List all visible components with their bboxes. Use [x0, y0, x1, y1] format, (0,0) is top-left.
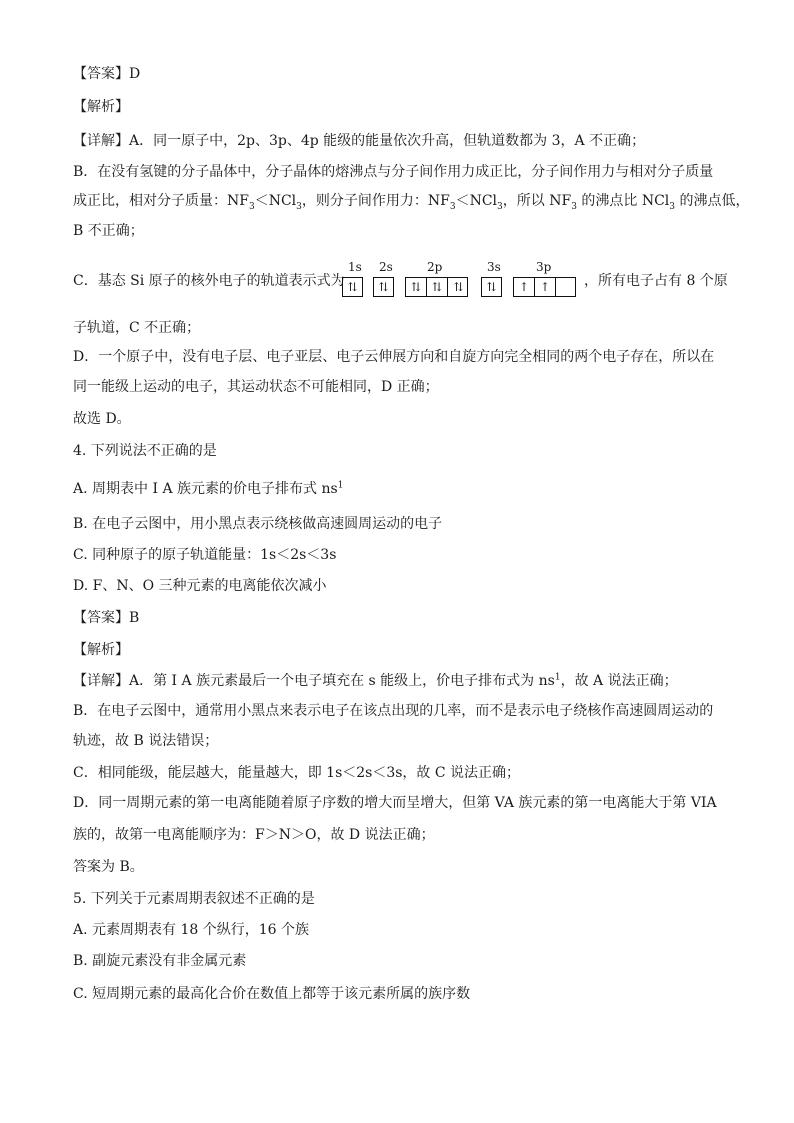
option-a — [73, 479, 723, 499]
explanation-line — [73, 671, 723, 691]
text-segment: 成正比，相对分子质量：NF — [73, 193, 249, 209]
option-d: D. F、N、O 三种元素的电离能依次减小 — [73, 578, 327, 594]
option-c: C. 同种原子的原子轨道能量：1s＜2s＜3s — [73, 547, 337, 563]
orbital-box: ↑ — [535, 278, 556, 296]
explanation-line: C．相同能级，能层越大，能量越大，即 1s＜2s＜3s，故 C 说法正确； — [73, 765, 521, 781]
option-b: B. 在电子云图中，用小黑点表示绕核做高速圆周运动的电子 — [73, 516, 443, 532]
orbital-box: ⇅ — [427, 278, 448, 296]
explanation-line: 同一能级上运动的电子，其运动状态不可能相同，D 正确； — [73, 379, 439, 395]
analysis-label: 【解析】 — [73, 99, 129, 115]
explanation-line: 轨迹，故 B 说法错误； — [73, 733, 219, 749]
option-b: B. 副旋元素没有非金属元素 — [73, 953, 247, 969]
explanation-line: B 不正确； — [73, 223, 144, 239]
orbital-box — [556, 278, 577, 296]
text-segment: 的沸点比 NCl — [576, 193, 670, 209]
answer-label: 【答案】D — [73, 66, 141, 82]
explanation-line: B．在电子云图中，通常用小黑点来表示电子在该点出现的几率，而不是表示电子绕核作高速圆周运动的 — [73, 703, 714, 719]
question-5-title: 5. 下列关于元素周期表叙述不正确的是 — [73, 891, 315, 907]
text-segment: 的沸点低， — [675, 193, 750, 209]
superscript: 1 — [337, 480, 344, 491]
text-segment: ，则分子间作用力：NF — [301, 193, 450, 209]
subscript: 3 — [497, 201, 503, 212]
superscript: 1 — [554, 672, 561, 683]
text-segment: ，所以 NF — [502, 193, 572, 209]
orbital-label-1s: 1s — [348, 260, 362, 274]
orbital-3p-group — [513, 277, 576, 297]
option-c: C. 短周期元素的最高化合价在数值上都等于该元素所属的族序数 — [73, 986, 471, 1002]
orbital-box: ⇅ — [347, 280, 358, 294]
orbital-label-2p: 2p — [427, 260, 443, 274]
orbital-box: ⇅ — [453, 280, 464, 294]
orbital-2p-group — [405, 277, 468, 297]
explanation-line: D．一个原子中，没有电子层、电子亚层、电子云伸展方向和自旋方向完全相同的两个电子存在，所以在 — [73, 349, 715, 365]
analysis-label: 【解析】 — [73, 642, 129, 658]
explanation-line: C．基态 Si 原子的核外电子的轨道表示式为 — [73, 273, 345, 289]
conclusion-line: 故选 D。 — [73, 411, 131, 427]
text-segment: 【详解】A．第 I A 族元素最后一个电子填充在 s 能级上，价电子排布式为 ns — [73, 673, 555, 689]
conclusion-line: 答案为 B。 — [73, 859, 144, 875]
text-segment: ＜NCl — [254, 193, 297, 209]
explanation-line: ，所有电子占有 8 个原 — [584, 273, 728, 289]
orbital-1s-group — [342, 277, 363, 297]
explanation-line: D．同一周期元素的第一电离能随着原子序数的增大而呈增大，但第 VA 族元素的第一电离能大于第 VIA — [73, 795, 717, 811]
orbital-box: ⇅ — [406, 278, 427, 296]
subscript: 3 — [571, 201, 577, 212]
orbital-box: ↑ — [514, 278, 535, 296]
orbital-2s-group — [373, 277, 394, 297]
orbital-label-2s: 2s — [379, 260, 393, 274]
orbital-diagram — [341, 260, 581, 300]
explanation-line: 子轨道，C 不正确； — [73, 320, 201, 336]
orbital-label-3s: 3s — [487, 260, 501, 274]
question-4-title: 4. 下列说法不正确的是 — [73, 443, 217, 459]
explanation-line — [73, 191, 750, 212]
explanation-line: 族的，故第一电离能顺序为：F＞N＞O，故 D 说法正确； — [73, 827, 435, 843]
explanation-line: 【详解】A．同一原子中，2p、3p、4p 能级的能量依次升高，但轨道数都为 3，A 不正确； — [73, 133, 646, 149]
orbital-box: ⇅ — [378, 280, 389, 294]
orbital-box: ⇅ — [486, 280, 497, 294]
orbital-3s-group — [481, 277, 502, 297]
subscript: 3 — [248, 201, 255, 212]
orbital-label-3p: 3p — [536, 260, 552, 274]
text-segment: A. 周期表中 I A 族元素的价电子排布式 ns — [73, 481, 338, 497]
subscript: 3 — [296, 201, 302, 212]
answer-label: 【答案】B — [73, 610, 140, 626]
option-a: A. 元素周期表有 18 个纵行，16 个族 — [73, 922, 309, 938]
subscript: 3 — [449, 201, 456, 212]
explanation-line: B．在没有氢键的分子晶体中，分子晶体的熔沸点与分子间作用力成正比，分子间作用力与相对分子质量 — [73, 164, 714, 180]
subscript: 3 — [669, 201, 676, 212]
text-segment: ＜NCl — [455, 193, 498, 209]
text-segment: ，故 A 说法正确； — [560, 673, 678, 689]
